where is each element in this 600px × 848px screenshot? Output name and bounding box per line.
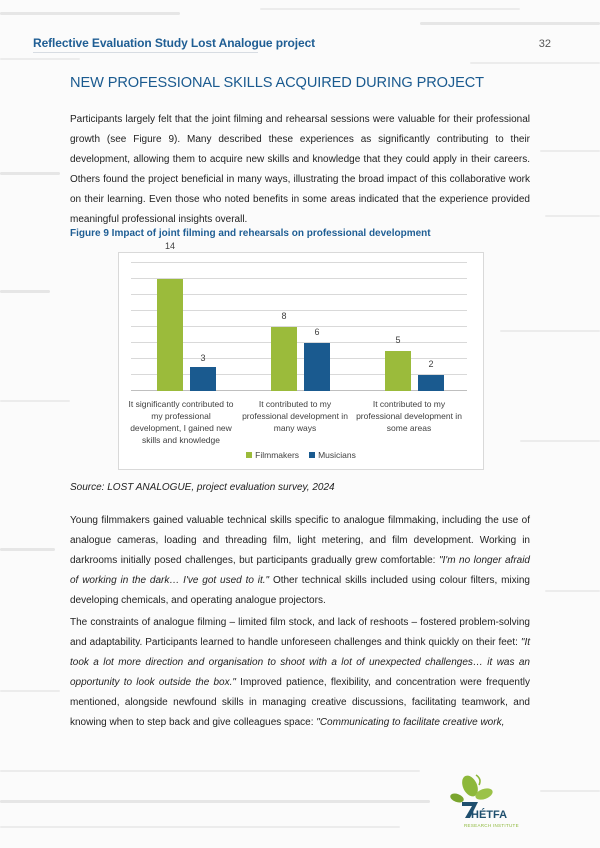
chart-legend — [119, 450, 483, 460]
figure-source: Source: LOST ANALOGUE, project evaluation survey, 2024 — [70, 482, 335, 493]
header-divider — [33, 52, 258, 53]
section-heading: NEW PROFESSIONAL SKILLS ACQUIRED DURING PROJECT — [70, 75, 485, 91]
gridline — [131, 262, 467, 263]
bar-chart — [118, 241, 484, 470]
data-label: 6 — [314, 327, 320, 337]
hetfa-logo — [440, 772, 525, 834]
quote: "It took a lot more direction and organisation to shoot with a lot of unexpected challenges… it was an opportunity to look outside the box." — [70, 637, 530, 688]
page-number: 32 — [538, 38, 551, 50]
data-label: 3 — [200, 353, 206, 363]
legend-item-musicians: Musicians — [309, 450, 356, 460]
category-label: It significantly contributed to my professional development, I gained new skills and knowledge — [128, 399, 234, 445]
legend-swatch-icon — [246, 452, 252, 458]
category-label: It contributed to my professional development in many ways — [242, 399, 348, 433]
figure-caption: Figure 9 Impact of joint filming and rehearsals on professional development — [70, 228, 431, 239]
legend-swatch-icon — [309, 452, 315, 458]
svg-text:RESEARCH INSTITUTE: RESEARCH INSTITUTE — [464, 823, 519, 828]
bar-filmmakers-significantly — [157, 279, 183, 391]
data-label: 5 — [395, 335, 401, 345]
bar-filmmakers-many-ways — [271, 327, 297, 391]
data-label: 8 — [281, 311, 287, 321]
document-title: Reflective Evaluation Study Lost Analogue project — [33, 36, 316, 50]
page-header — [33, 36, 551, 50]
bar-musicians-some-areas — [418, 375, 444, 391]
intro-paragraph: Participants largely felt that the joint filming and rehearsal sessions were valuable for their professional growth (see Figure 9). Many described these experiences as significantly contributing to their development, allowing them to acquire new skills and knowledge that they could apply in their careers. Others found the project beneficial in many ways, illustrating the broad impact of this collaborative work on their learning. Even those who noted benefits in some areas indicated that the experience provided meaningful professional insights overall. — [70, 114, 530, 225]
technical-skills-paragraph: Young filmmakers gained valuable technical skills specific to analogue filmmaking, including the use of analogue cameras, loading and threading film, light metering, and film development. Working in darkrooms initially posed challenges, but participants gradually grew comfortable: "I'm no longer afraid of working in the dark… I've got used to it." Other technical skills included using colour filters, mixing developing chemicals, and operating analogue projectors. — [70, 515, 530, 606]
svg-text:HÉTFA: HÉTFA — [471, 809, 508, 821]
data-label: 2 — [428, 359, 434, 369]
category-label: It contributed to my professional development in some areas — [356, 399, 462, 433]
leaf-logo-icon — [440, 772, 525, 834]
problem-solving-paragraph: The constraints of analogue filming – limited film stock, and lack of reshoots – fostered problem-solving and adaptability. Participants learned to handle unforeseen challenges and think quickly on their feet: "It took a lot more direction and organisation to shoot with a lot of unexpected challenges… it was an opportunity to look outside the box." Improved patience, flexibility, and concentration were frequently mentioned, alongside newfound skills in managing creative discussions, facilitating teamwork, and knowing when to step back and give colleagues space: "Communicating to facilitate creative work, — [70, 617, 530, 728]
bar-filmmakers-some-areas — [385, 351, 411, 391]
quote: "I'm no longer afraid of working in the dark… I've got used to it." — [70, 555, 530, 586]
legend-item-filmmakers: Filmmakers — [246, 450, 299, 460]
quote: "Communicating to facilitate creative work, — [316, 717, 505, 728]
bar-musicians-many-ways — [304, 343, 330, 391]
data-label: 14 — [164, 241, 175, 251]
bar-musicians-significantly — [190, 367, 216, 391]
